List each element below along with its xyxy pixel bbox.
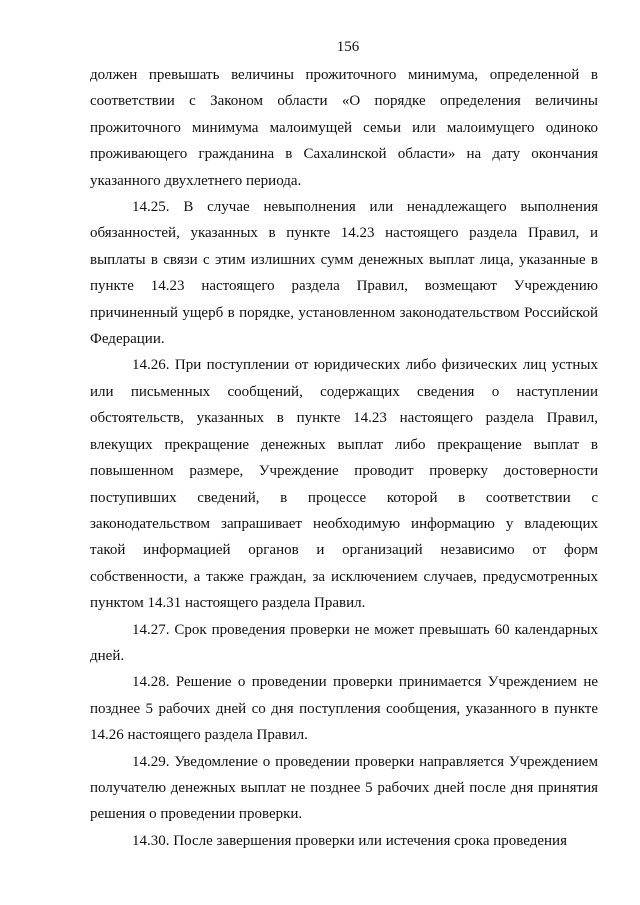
paragraph-14-27: 14.27. Срок проведения проверки не может превышать 60 календарных дней. (90, 621, 598, 664)
document-body (90, 62, 598, 854)
paragraph-14-28: 14.28. Решение о проведении проверки принимается Учреждением не позднее 5 рабочих дней со дня поступления сообщения, указанного в пункте 14.26 настоящего раздела Правил. (90, 674, 598, 744)
paragraph-14-30: 14.30. После завершения проверки или истечения срока проведения (132, 832, 567, 849)
paragraph-continuation: должен превышать величины прожиточного минимума, определенной в соответствии с Законом области «О порядке определения величины прожиточного минимума малоимущей семьи или малоимущего одиноко проживающего гражданина в Сахалинской области» на дату окончания указанного двухлетнего периода. (90, 67, 598, 189)
page-number: 156 (336, 39, 360, 55)
paragraph-14-29: 14.29. Уведомление о проведении проверки направляется Учреждением получателю денежных выплат не позднее 5 рабочих дней после дня принятия решения о проведении проверки. (90, 753, 598, 823)
paragraph-14-26: 14.26. При поступлении от юридических либо физических лиц устных или письменных сообщений, содержащих сведения о наступлении обстоятельств, указанных в пункте 14.23 настоящего раздела Правил, влекущих прекращение денежных выплат либо прекращение выплат в повышенном размере, Учреждение проводит проверку достоверности поступивших сведений, в процессе которой в соответствии с законодательством запрашивает необходимую информацию у владеющих такой информацией органов и организаций независимо от форм собственности, а также граждан, за исключением случаев, предусмотренных пунктом 14.31 настоящего раздела Правил. (90, 357, 598, 612)
paragraph-14-25: 14.25. В случае невыполнения или ненадлежащего выполнения обязанностей, указанных в пункте 14.23 настоящего раздела Правил, и выплаты в связи с этим излишних сумм денежных выплат лица, указанные в пункте 14.23 настоящего раздела Правил, возмещают Учреждению причиненный ущерб в порядке, установленном законодательством Российской Федерации. (90, 199, 598, 348)
